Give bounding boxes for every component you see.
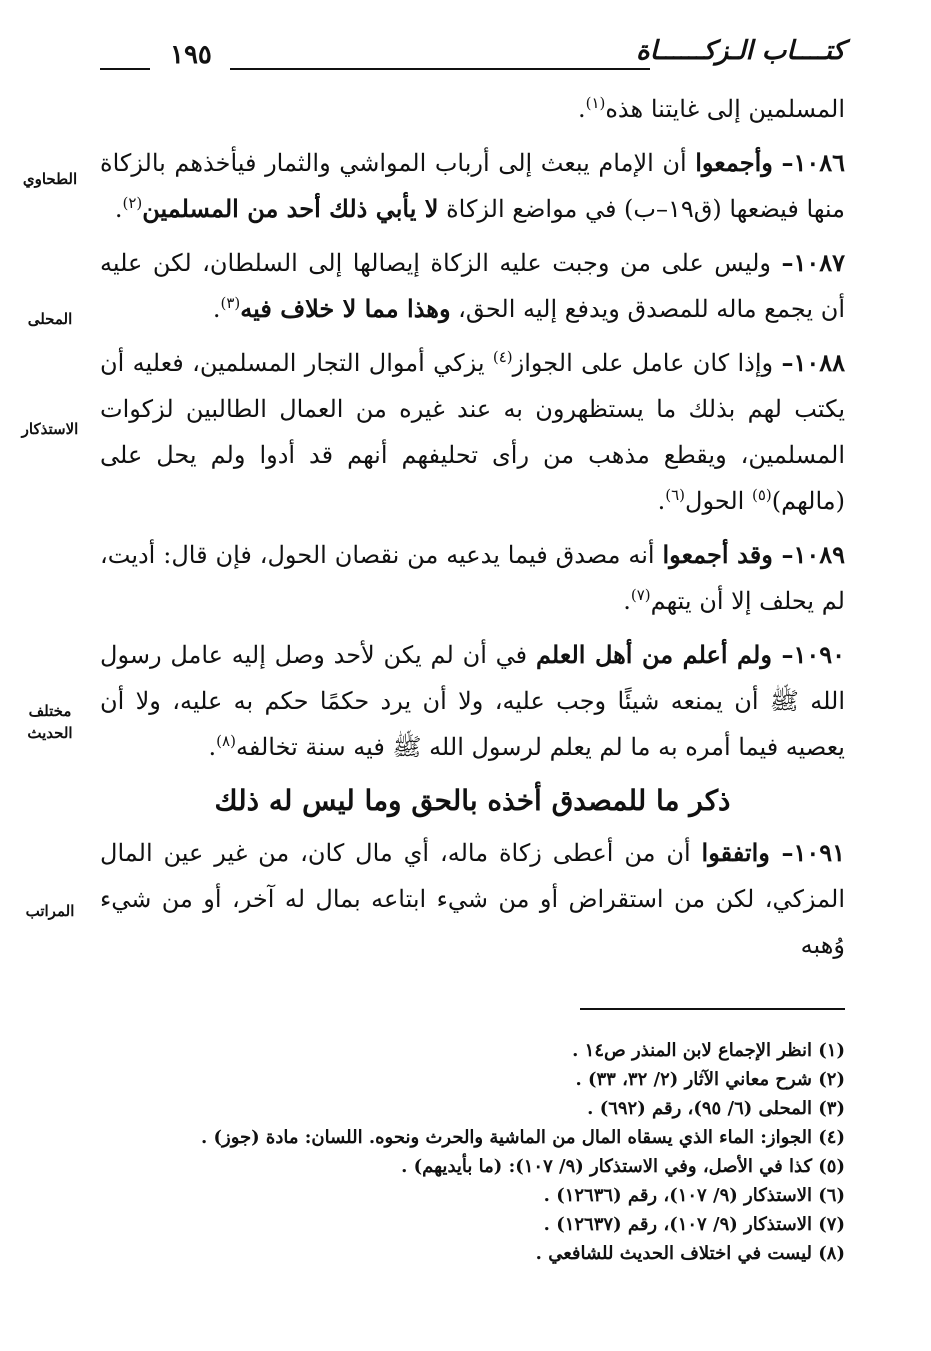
margin-label-mukhtalif: مختلف الحديث bbox=[27, 702, 73, 742]
paragraph-number: ١٠٨٦– bbox=[781, 148, 845, 177]
footnote-1: (١) انظر الإجماع لابن المنذر ص١٤ . bbox=[572, 1040, 845, 1061]
paragraph-1090 bbox=[100, 632, 845, 770]
bold-text: وهذا مما لا خلاف فيه bbox=[240, 294, 451, 323]
footnote-3: (٣) المحلى (٦/ ٩٥)، رقم (٦٩٢) . bbox=[587, 1098, 845, 1119]
paragraph-number: ١٠٩٠– bbox=[781, 640, 845, 669]
footnote-7: (٧) الاستذكار (٩/ ١٠٧)، رقم (١٢٦٣٧) . bbox=[543, 1214, 845, 1235]
paragraph-1089 bbox=[100, 532, 845, 624]
text: وإذا كان عامل على الجواز bbox=[512, 349, 782, 377]
header-rule-left bbox=[100, 68, 150, 70]
footnote-ref: (٥) bbox=[751, 486, 772, 504]
footnote-6: (٦) الاستذكار (٩/ ١٠٧)، رقم (١٢٦٣٦) . bbox=[543, 1185, 845, 1206]
margin-label-muhalla: المحلى bbox=[27, 310, 73, 328]
footnotes bbox=[100, 1036, 845, 1268]
paragraph-1091 bbox=[100, 830, 845, 968]
footnote-5: (٥) كذا في الأصل، وفي الاستذكار (٩/ ١٠٧): (ما بأيديهم) . bbox=[401, 1156, 845, 1177]
margin-label-tahawi: الطحاوي bbox=[22, 170, 78, 188]
text: المسلمين إلى غايتنا هذه bbox=[605, 95, 845, 123]
text: . bbox=[114, 195, 123, 223]
paragraph-number: ١٠٨٧– bbox=[781, 248, 845, 277]
text: . bbox=[657, 487, 666, 515]
footnote-ref: (١) bbox=[585, 94, 606, 112]
text: أن الإمام يبعث إلى أرباب المواشي والثمار فيأخذهم بالزكاة منها فيضعها (ق١٩–ب) في مواضع الزكاة bbox=[100, 149, 845, 223]
footnote-4: (٤) الجواز: الماء الذي يسقاه المال من الماشية والحرث ونحوه. اللسان: مادة (جوز) . bbox=[200, 1127, 845, 1148]
bold-text: واتفقوا bbox=[701, 838, 782, 867]
text: . bbox=[212, 295, 221, 323]
paragraph-number: ١٠٨٨– bbox=[781, 348, 846, 377]
header-rule-middle bbox=[230, 68, 650, 70]
footnote-8: (٨) ليست في اختلاف الحديث للشافعي . bbox=[535, 1243, 845, 1264]
text: . bbox=[208, 733, 217, 761]
paragraph-1086 bbox=[100, 140, 845, 232]
text: أنه مصدق فيما يدعيه من نقصان الحول، فإن قال: أديت، لم يحلف إلا أن يتهم bbox=[100, 541, 845, 615]
text: أن من أعطى زكاة ماله، أي مال كان، من غير عين المال المزكي، لكن من استقراض أو من شيء ابتاعه بمال له آخر، أو من شيء وُهبه bbox=[100, 839, 845, 959]
text: يزكي أموال التجار المسلمين، فعليه أن يكتب لهم بذلك ما يستظهرون به عند غيره من العمال الطالبين لزكوات المسلمين، ويقطع مذهب من رأى تحليفهم أنهم قد أدوا ولم يحل على (مالهم) bbox=[100, 349, 846, 515]
footnote-ref: (٣) bbox=[220, 294, 241, 312]
chapter-title: كتــــاب الـزكــــــاة bbox=[636, 36, 845, 66]
main-text bbox=[100, 86, 845, 976]
paragraph-continuation bbox=[100, 86, 845, 132]
section-heading: ذكر ما للمصدق أخذه بالحق وما ليس له ذلك bbox=[214, 784, 731, 817]
footnote-separator bbox=[580, 1008, 845, 1010]
bold-text: لا يأبي ذلك أحد من المسلمين bbox=[142, 194, 439, 223]
bold-text: وقد أجمعوا bbox=[662, 540, 782, 569]
footnote-ref: (٦) bbox=[665, 486, 686, 504]
page-header bbox=[100, 36, 845, 80]
paragraph-number: ١٠٨٩– bbox=[781, 540, 845, 569]
footnote-ref: (٧) bbox=[630, 586, 651, 604]
text: في أن لم يكن لأحد وصل إليه عامل رسول الله ﷺ أن يمنعه شيئًا وجب عليه، ولا أن يرد حكمًا حكم به عليه، ولا أن يعصيه فيما أمره به ما لم يعلم لرسول الله ﷺ فيه سنة تخالفه bbox=[100, 641, 845, 761]
text: . bbox=[577, 95, 586, 123]
text: الحول bbox=[685, 487, 752, 515]
paragraph-1088 bbox=[100, 340, 845, 524]
margin-label-maratib: المراتب bbox=[25, 902, 75, 920]
margin-label-istidhkar: الاستذكار bbox=[21, 420, 79, 438]
paragraph-1087 bbox=[100, 240, 845, 332]
bold-text: ولم أعلم من أهل العلم bbox=[535, 640, 782, 669]
page-number: ١٩٥ bbox=[170, 40, 212, 70]
bold-text: وأجمعوا bbox=[695, 148, 773, 177]
footnote-ref: (٤) bbox=[492, 348, 513, 366]
footnote-ref: (٨) bbox=[216, 732, 236, 750]
footnote-2: (٢) شرح معاني الآثار (٢/ ٣٢، ٣٣) . bbox=[575, 1069, 845, 1090]
text: . bbox=[623, 587, 631, 615]
text: وليس على من وجبت عليه الزكاة إيصالها إلى السلطان، لكن عليه أن يجمع ماله للمصدق ويدفع إليه الحق، bbox=[100, 249, 845, 323]
footnote-ref: (٢) bbox=[122, 194, 143, 212]
paragraph-number: ١٠٩١– bbox=[781, 838, 846, 867]
